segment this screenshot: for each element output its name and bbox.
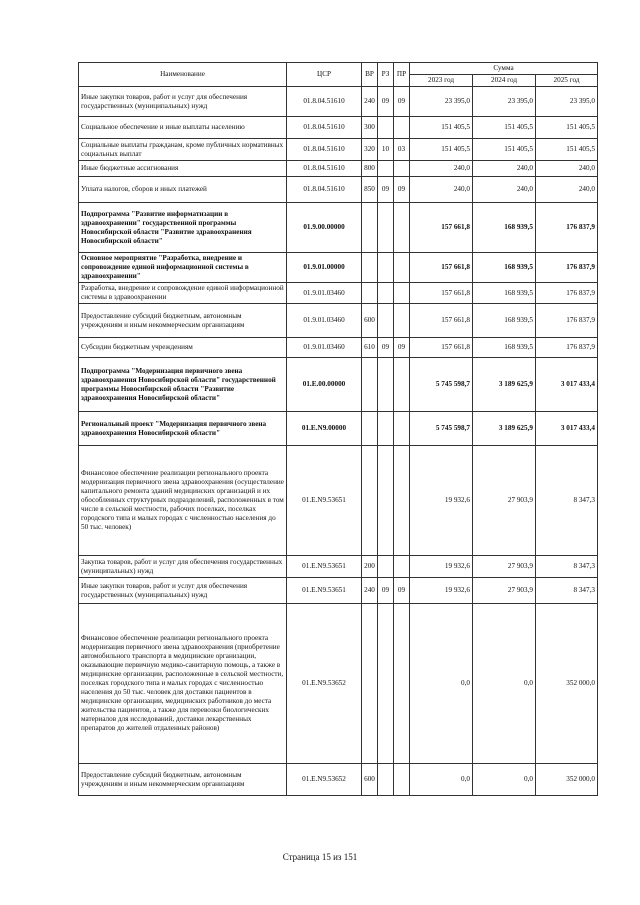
row-sum-2023: 240,0: [410, 161, 473, 177]
row-sum-2024: 0,0: [473, 604, 536, 764]
row-vr: [362, 446, 378, 556]
header-year-2023: 2023 год: [410, 75, 473, 87]
budget-table-body: [79, 87, 598, 796]
row-rz: [378, 604, 394, 764]
row-sum-2023: 5 745 598,7: [410, 412, 473, 446]
row-csr: 01.9.01.03460: [287, 338, 362, 358]
row-sum-2024: 168 939,5: [473, 338, 536, 358]
row-vr: [362, 358, 378, 412]
row-vr: 300: [362, 117, 378, 139]
row-sum-2025: 151 405,5: [536, 139, 598, 161]
row-csr: 01.8.04.51610: [287, 87, 362, 117]
row-sum-2025: 176 837,9: [536, 253, 598, 283]
row-vr: 240: [362, 87, 378, 117]
row-sum-2024: 240,0: [473, 161, 536, 177]
row-sum-2024: 240,0: [473, 177, 536, 203]
row-csr: 01.8.04.51610: [287, 177, 362, 203]
row-sum-2024: 27 903,9: [473, 578, 536, 604]
table-row: [79, 304, 598, 338]
row-name: Подпрограмма "Модернизация первичного звена здравоохранения Новосибирской области" государственной программы Новосибирской области "Развитие здравоохранения Новосибирской области": [79, 358, 287, 412]
row-name: Закупка товаров, работ и услуг для обеспечения государственных (муниципальных) нужд: [79, 556, 287, 578]
row-name: Предоставление субсидий бюджетным, автономным учреждениям и иным некоммерческим организациям: [79, 304, 287, 338]
table-row: [79, 764, 598, 796]
row-csr: 01.E.N9.53651: [287, 578, 362, 604]
table-row: [79, 412, 598, 446]
row-csr: 01.E.00.00000: [287, 358, 362, 412]
row-sum-2025: 352 000,0: [536, 604, 598, 764]
row-pr: [394, 604, 410, 764]
row-name: Иные закупки товаров, работ и услуг для обеспечения государственных (муниципальных) нужд: [79, 578, 287, 604]
header-vr: ВР: [362, 63, 378, 87]
row-name: Социальные выплаты гражданам, кроме публичных нормативных социальных выплат: [79, 139, 287, 161]
row-rz: [378, 283, 394, 304]
table-row: [79, 87, 598, 117]
row-vr: [362, 203, 378, 253]
row-sum-2023: 23 395,0: [410, 87, 473, 117]
row-sum-2023: 157 661,8: [410, 203, 473, 253]
row-rz: [378, 412, 394, 446]
row-sum-2025: 240,0: [536, 161, 598, 177]
row-name: Финансовое обеспечение реализации регионального проекта модернизация первичного звена здравоохранения (приобретение автомобильного транспорта в медицинские организации, оказывающие первичную медико-санитарную помощь, а также в медицинские организации, расположенные в сельской местности, поселках городского типа и малых городах с численностью населения до 50 тыс. человек для доставки пациентов в медицинские организации, медицинских работников до места жительства пациентов, а также для перевозки биологических материалов для исследований, доставки лекарственных препаратов до жителей отдаленных районов): [79, 604, 287, 764]
table-row: [79, 446, 598, 556]
row-csr: 01.8.04.51610: [287, 117, 362, 139]
row-rz: 09: [378, 338, 394, 358]
row-pr: [394, 358, 410, 412]
row-rz: [378, 253, 394, 283]
table-row: [79, 253, 598, 283]
row-vr: [362, 604, 378, 764]
row-sum-2025: 8 347,3: [536, 446, 598, 556]
row-sum-2025: 23 395,0: [536, 87, 598, 117]
row-sum-2024: 27 903,9: [473, 446, 536, 556]
table-row: [79, 578, 598, 604]
header-rz: РЗ: [378, 63, 394, 87]
row-vr: 600: [362, 764, 378, 796]
row-sum-2025: 3 017 433,4: [536, 412, 598, 446]
row-rz: [378, 358, 394, 412]
row-sum-2025: 151 405,5: [536, 117, 598, 139]
row-pr: [394, 764, 410, 796]
budget-table-page: [78, 62, 597, 796]
row-vr: 850: [362, 177, 378, 203]
row-name: Иные бюджетные ассигнования: [79, 161, 287, 177]
row-name: Субсидии бюджетным учреждениям: [79, 338, 287, 358]
row-sum-2025: 240,0: [536, 177, 598, 203]
row-sum-2025: 176 837,9: [536, 304, 598, 338]
row-name: Финансовое обеспечение реализации регионального проекта модернизация первичного звена здравоохранения (осуществление капитального ремонта зданий медицинских организаций и их обособленных структурных подразделений, расположенных в том числе в сельской местности, рабочих поселках, поселках городского типа и малых городах с численностью населения до 50 тыс. человек): [79, 446, 287, 556]
row-sum-2023: 19 932,6: [410, 556, 473, 578]
page-number: Страница 15 из 151: [282, 852, 358, 862]
row-rz: 10: [378, 139, 394, 161]
row-sum-2024: 168 939,5: [473, 304, 536, 338]
row-sum-2023: 19 932,6: [410, 578, 473, 604]
row-vr: [362, 253, 378, 283]
row-pr: [394, 283, 410, 304]
row-name: Региональный проект "Модернизация первичного звена здравоохранения Новосибирской области": [79, 412, 287, 446]
row-sum-2023: 157 661,8: [410, 253, 473, 283]
row-vr: 200: [362, 556, 378, 578]
row-pr: [394, 203, 410, 253]
row-pr: 03: [394, 139, 410, 161]
row-sum-2023: 157 661,8: [410, 304, 473, 338]
row-sum-2023: 0,0: [410, 764, 473, 796]
row-sum-2023: 157 661,8: [410, 283, 473, 304]
row-pr: [394, 117, 410, 139]
row-name: Предоставление субсидий бюджетным, автономным учреждениям и иным некоммерческим организациям: [79, 764, 287, 796]
table-row: [79, 283, 598, 304]
row-csr: 01.9.00.00000: [287, 203, 362, 253]
row-sum-2024: 168 939,5: [473, 253, 536, 283]
row-csr: 01.E.N9.53652: [287, 604, 362, 764]
row-sum-2025: 8 347,3: [536, 556, 598, 578]
row-vr: [362, 283, 378, 304]
row-csr: 01.9.01.03460: [287, 283, 362, 304]
row-name: Социальное обеспечение и иные выплаты населению: [79, 117, 287, 139]
row-vr: 600: [362, 304, 378, 338]
table-row: [79, 604, 598, 764]
row-sum-2024: 27 903,9: [473, 556, 536, 578]
row-sum-2024: 3 189 625,9: [473, 358, 536, 412]
row-csr: 01.E.N9.53651: [287, 446, 362, 556]
row-name: Разработка, внедрение и сопровождение единой информационной системы в здравоохранении: [79, 283, 287, 304]
row-rz: [378, 764, 394, 796]
row-sum-2025: 8 347,3: [536, 578, 598, 604]
row-sum-2025: 176 837,9: [536, 203, 598, 253]
row-vr: 610: [362, 338, 378, 358]
table-row: [79, 203, 598, 253]
header-name: Наименование: [79, 63, 287, 87]
row-pr: [394, 253, 410, 283]
row-pr: [394, 556, 410, 578]
row-sum-2023: 240,0: [410, 177, 473, 203]
row-sum-2024: 3 189 625,9: [473, 412, 536, 446]
row-sum-2024: 151 405,5: [473, 117, 536, 139]
row-sum-2024: 168 939,5: [473, 203, 536, 253]
row-sum-2025: 176 837,9: [536, 338, 598, 358]
row-rz: [378, 161, 394, 177]
row-rz: 09: [378, 177, 394, 203]
row-rz: [378, 304, 394, 338]
table-row: [79, 161, 598, 177]
row-name: Подпрограмма "Развитие информатизации в здравоохранении" государственной программы Новосибирской области "Развитие здравоохранения Новосибирской области": [79, 203, 287, 253]
row-sum-2023: 151 405,5: [410, 117, 473, 139]
header-year-2024: 2024 год: [473, 75, 536, 87]
row-sum-2024: 168 939,5: [473, 283, 536, 304]
row-pr: [394, 446, 410, 556]
row-rz: [378, 556, 394, 578]
row-pr: [394, 304, 410, 338]
row-rz: 09: [378, 578, 394, 604]
row-csr: 01.8.04.51610: [287, 139, 362, 161]
row-sum-2024: 151 405,5: [473, 139, 536, 161]
row-vr: 800: [362, 161, 378, 177]
row-csr: 01.9.01.00000: [287, 253, 362, 283]
row-csr: 01.E.N9.53651: [287, 556, 362, 578]
header-csr: ЦСР: [287, 63, 362, 87]
row-sum-2025: 352 000,0: [536, 764, 598, 796]
row-pr: 09: [394, 338, 410, 358]
row-sum-2023: 0,0: [410, 604, 473, 764]
table-row: [79, 117, 598, 139]
header-sum: Сумма: [410, 63, 598, 75]
row-csr: 01.E.N9.00000: [287, 412, 362, 446]
table-row: [79, 358, 598, 412]
row-name: Иные закупки товаров, работ и услуг для обеспечения государственных (муниципальных) нужд: [79, 87, 287, 117]
row-rz: [378, 446, 394, 556]
row-sum-2023: 151 405,5: [410, 139, 473, 161]
header-pr: ПР: [394, 63, 410, 87]
row-pr: 09: [394, 578, 410, 604]
row-vr: 240: [362, 578, 378, 604]
budget-table: [78, 62, 598, 796]
table-row: [79, 338, 598, 358]
row-csr: 01.9.01.03460: [287, 304, 362, 338]
row-sum-2025: 3 017 433,4: [536, 358, 598, 412]
table-row: [79, 556, 598, 578]
row-pr: 09: [394, 177, 410, 203]
row-pr: [394, 161, 410, 177]
row-name: Уплата налогов, сборов и иных платежей: [79, 177, 287, 203]
table-row: [79, 139, 598, 161]
row-name: Основное мероприятие "Разработка, внедрение и сопровождение единой информационной системы в здравоохранении": [79, 253, 287, 283]
row-sum-2024: 0,0: [473, 764, 536, 796]
row-csr: 01.8.04.51610: [287, 161, 362, 177]
row-sum-2023: 5 745 598,7: [410, 358, 473, 412]
row-pr: [394, 412, 410, 446]
row-vr: [362, 412, 378, 446]
table-row: [79, 177, 598, 203]
row-csr: 01.E.N9.53652: [287, 764, 362, 796]
row-pr: 09: [394, 87, 410, 117]
row-sum-2023: 157 661,8: [410, 338, 473, 358]
row-sum-2024: 23 395,0: [473, 87, 536, 117]
row-vr: 320: [362, 139, 378, 161]
row-rz: [378, 203, 394, 253]
row-sum-2023: 19 932,6: [410, 446, 473, 556]
row-rz: [378, 117, 394, 139]
header-year-2025: 2025 год: [536, 75, 598, 87]
row-sum-2025: 176 837,9: [536, 283, 598, 304]
row-rz: 09: [378, 87, 394, 117]
